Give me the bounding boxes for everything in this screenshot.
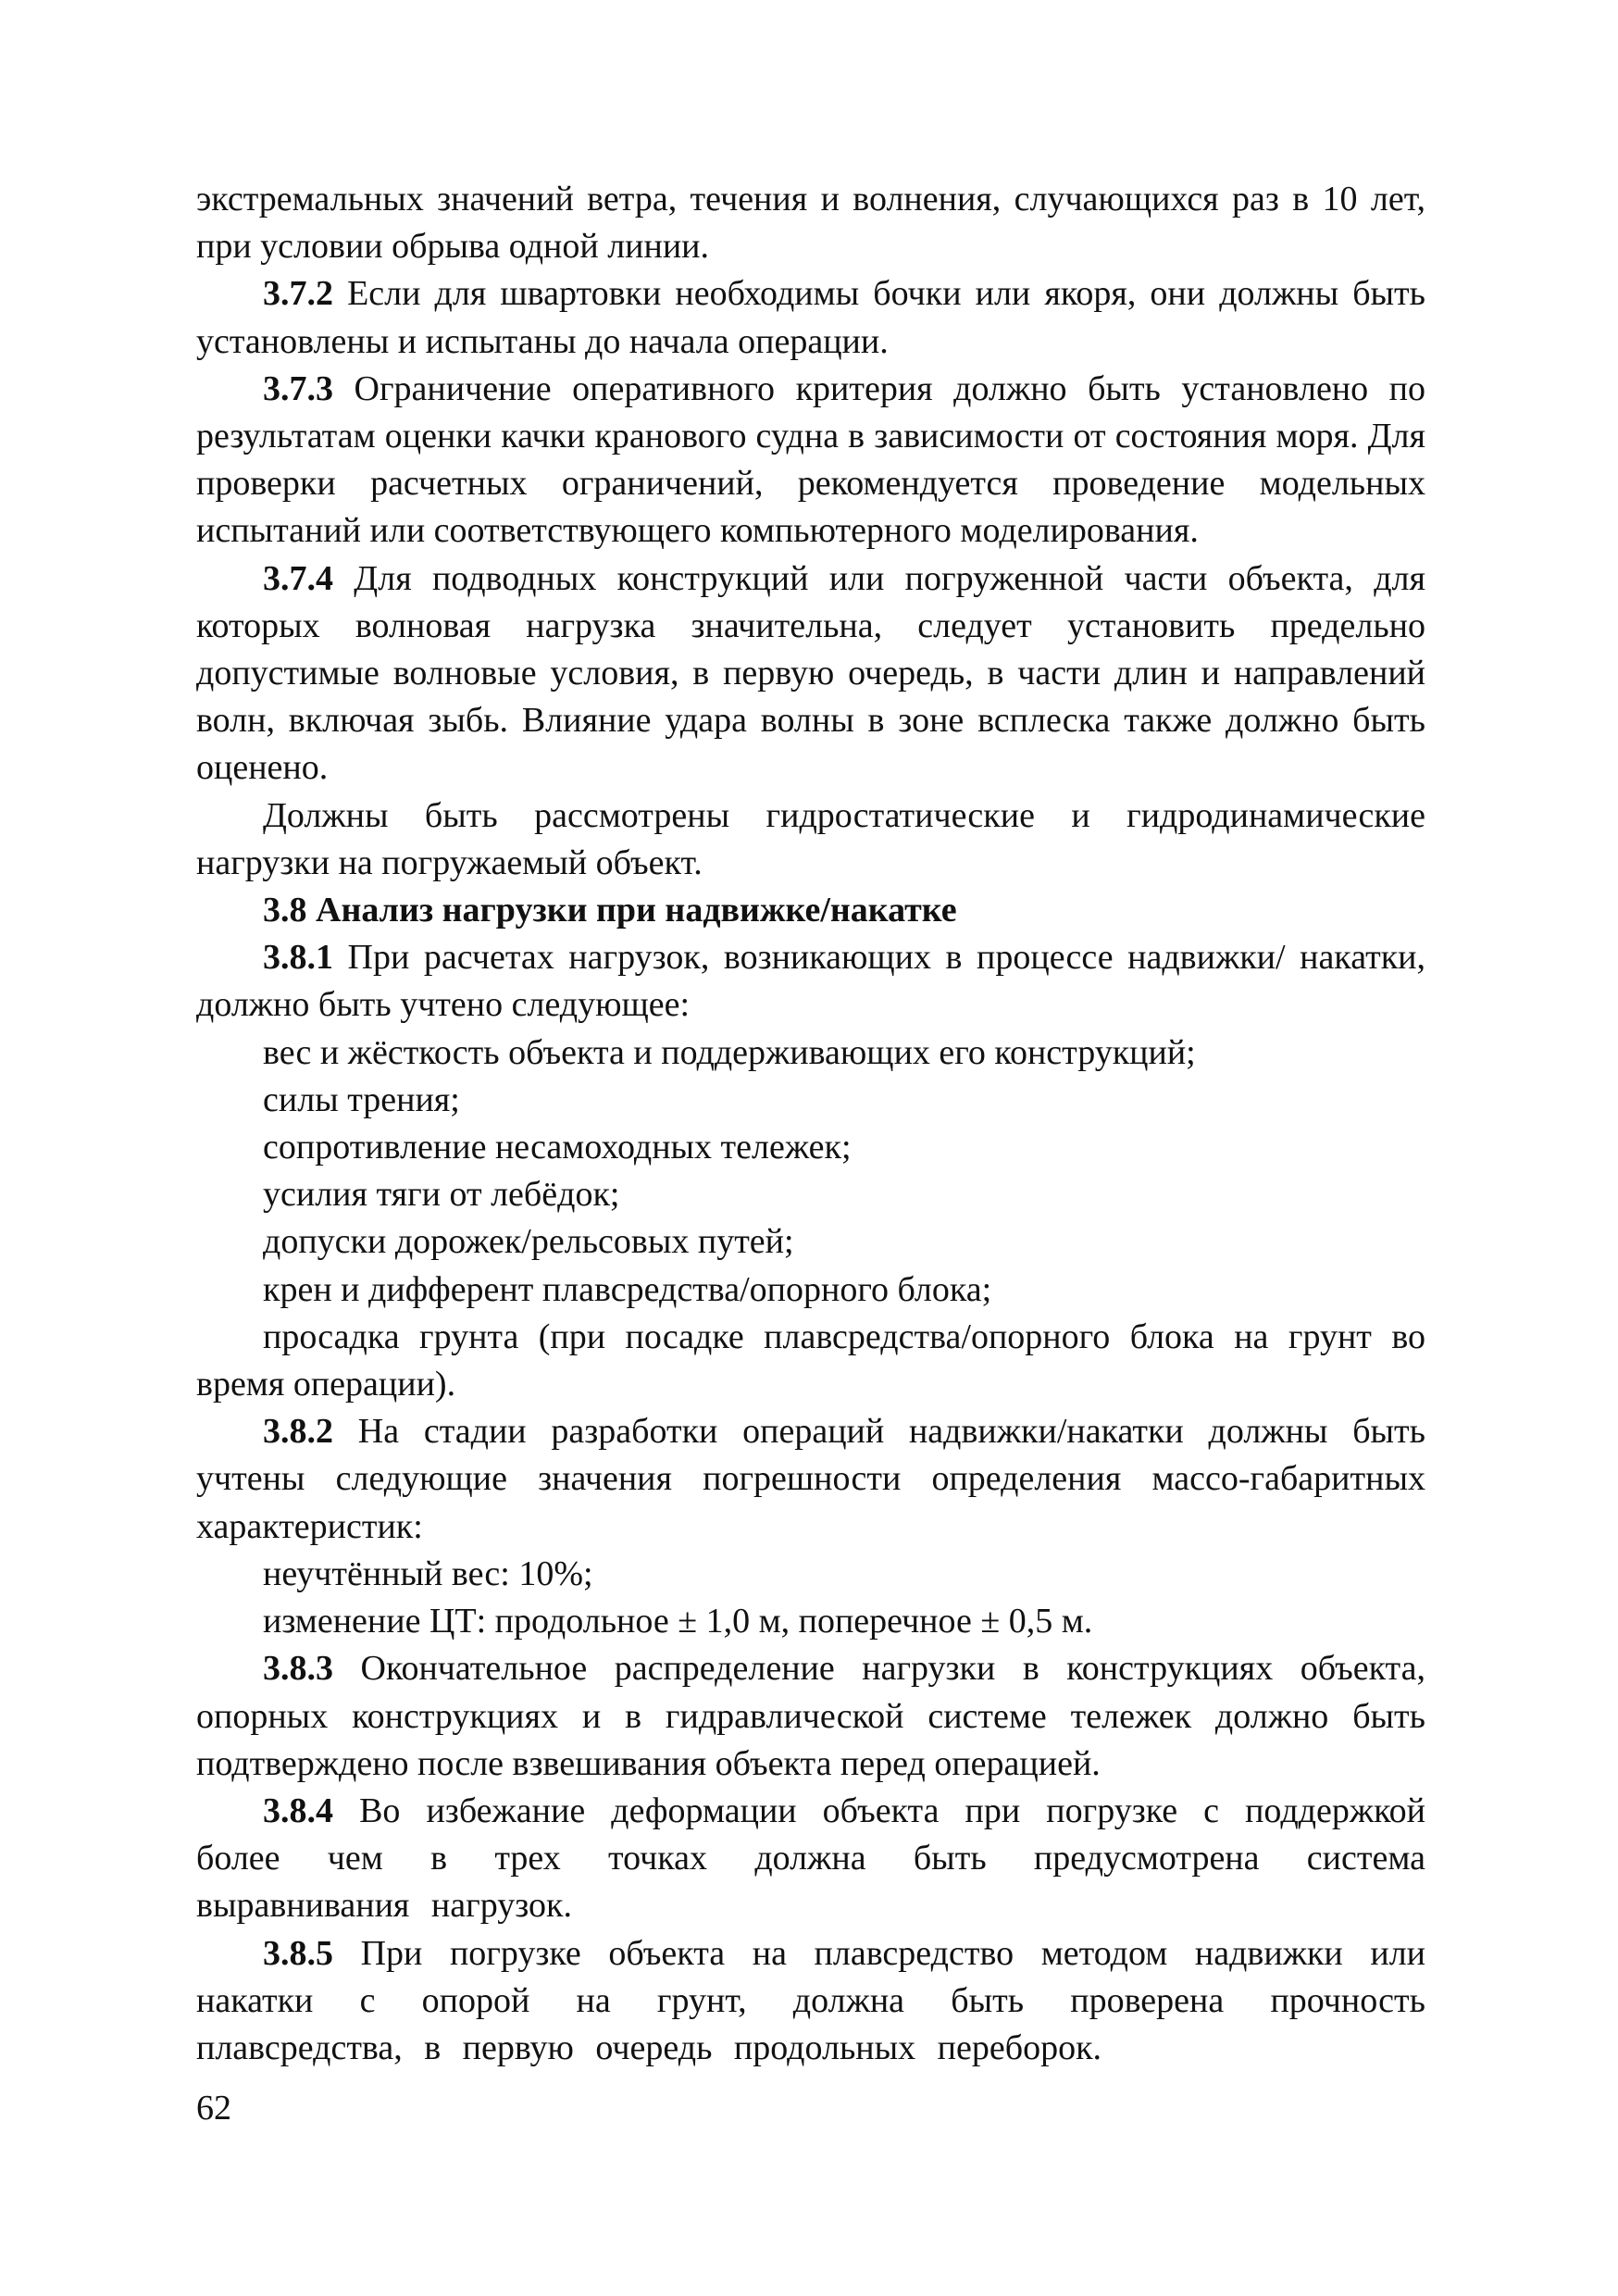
clause-text: На стадии разработки операций надвижки/накатки должны быть учтены следующие значения погрешности определения массо-габаритных характеристик: bbox=[196, 1412, 1425, 1546]
list-item: усилия тяги от лебёдок; bbox=[263, 1175, 620, 1215]
clause-text: Во избежание деформации объекта при погрузке с поддержкой более чем в трех точках должна быть предусмотрена система выравнивания нагрузок. bbox=[196, 1791, 1425, 1926]
clause-3-8-3 bbox=[196, 1645, 1425, 1788]
section-heading-3-8: 3.8 Анализ нагрузки при надвижке/накатке bbox=[263, 891, 957, 930]
list-item: сопротивление несамоходных тележек; bbox=[263, 1128, 852, 1167]
clause-text: Ограничение оперативного критерия должно быть установлено по результатам оценки качки кранового судна в зависимости от состояния моря. Для проверки расчетных ограничений, рекомендуется проведение модельных испытаний или соответствующего компьютерного моделирования. bbox=[196, 368, 1425, 551]
clause-3-7-4 bbox=[196, 555, 1425, 792]
list-item: неучтённый вес: 10%; bbox=[263, 1554, 593, 1593]
clause-text: Окончательное распределение нагрузки в конструкциях объекта, опорных конструкциях и в гидравлической системе тележек должно быть подтверждено после взвешивания объекта перед операцией. bbox=[196, 1649, 1425, 1783]
list-item: силы трения; bbox=[263, 1079, 460, 1119]
clause-3-8-5 bbox=[196, 1930, 1425, 2073]
page-body bbox=[196, 176, 1425, 2072]
clause-number: 3.8.3 bbox=[263, 1649, 333, 1689]
clause-3-7-2 bbox=[196, 270, 1425, 365]
clause-3-8-1 bbox=[196, 934, 1425, 1029]
list-item: допуски дорожек/рельсовых путей; bbox=[263, 1222, 794, 1262]
clause-number: 3.7.4 bbox=[263, 558, 333, 598]
clause-number: 3.8.4 bbox=[263, 1791, 333, 1830]
list-item: изменение ЦТ: продольное ± 1,0 м, поперечное ± 0,5 м. bbox=[263, 1602, 1093, 1641]
clause-number: 3.8.5 bbox=[263, 1933, 333, 1973]
clause-3-8-2 bbox=[196, 1408, 1425, 1551]
list-item-wrapped: просадка грунта (при посадке плавсредства/опорного блока на грунт во время операции). bbox=[196, 1316, 1425, 1404]
list-item: крен и дифферент плавсредства/опорного блока; bbox=[263, 1269, 992, 1309]
clause-text: Для подводных конструкций или погруженной части объекта, для которых волновая нагрузка значительна, следует установить предельно допустимые волновые условия, в первую очередь, в части длин и направлений волн, включая зыбь. Влияние удара волны в зоне всплеска также должно быть оценено. bbox=[196, 558, 1425, 788]
paragraph-loads: Должны быть рассмотрены гидростатические и гидродинамические нагрузки на погружаемый объект. bbox=[196, 795, 1425, 882]
clause-text: Если для швартовки необходимы бочки или якоря, они должны быть установлены и испытаны до начала операции. bbox=[196, 274, 1425, 361]
clause-3-8-4 bbox=[196, 1788, 1425, 1930]
clause-number: 3.7.3 bbox=[263, 368, 333, 408]
clause-number: 3.8.2 bbox=[263, 1412, 333, 1452]
clause-3-7-3 bbox=[196, 366, 1425, 555]
clause-number: 3.7.2 bbox=[263, 274, 333, 314]
page-number: 62 bbox=[196, 2089, 231, 2128]
clause-text: При расчетах нагрузок, возникающих в процессе надвижки/ накатки, должно быть учтено следующее: bbox=[196, 938, 1425, 1025]
list-item: вес и жёсткость объекта и поддерживающих его конструкций; bbox=[263, 1032, 1196, 1072]
clause-text: При погрузке объекта на плавсредство методом надвижки или накатки с опорой на грунт, должна быть проверена прочность плавсредства, в первую очередь продольных переборок. bbox=[196, 1933, 1425, 2067]
paragraph-continuation: экстремальных значений ветра, течения и волнения, случающихся раз в 10 лет, при условии обрыва одной линии. bbox=[196, 180, 1425, 267]
clause-number: 3.8.1 bbox=[263, 938, 333, 978]
